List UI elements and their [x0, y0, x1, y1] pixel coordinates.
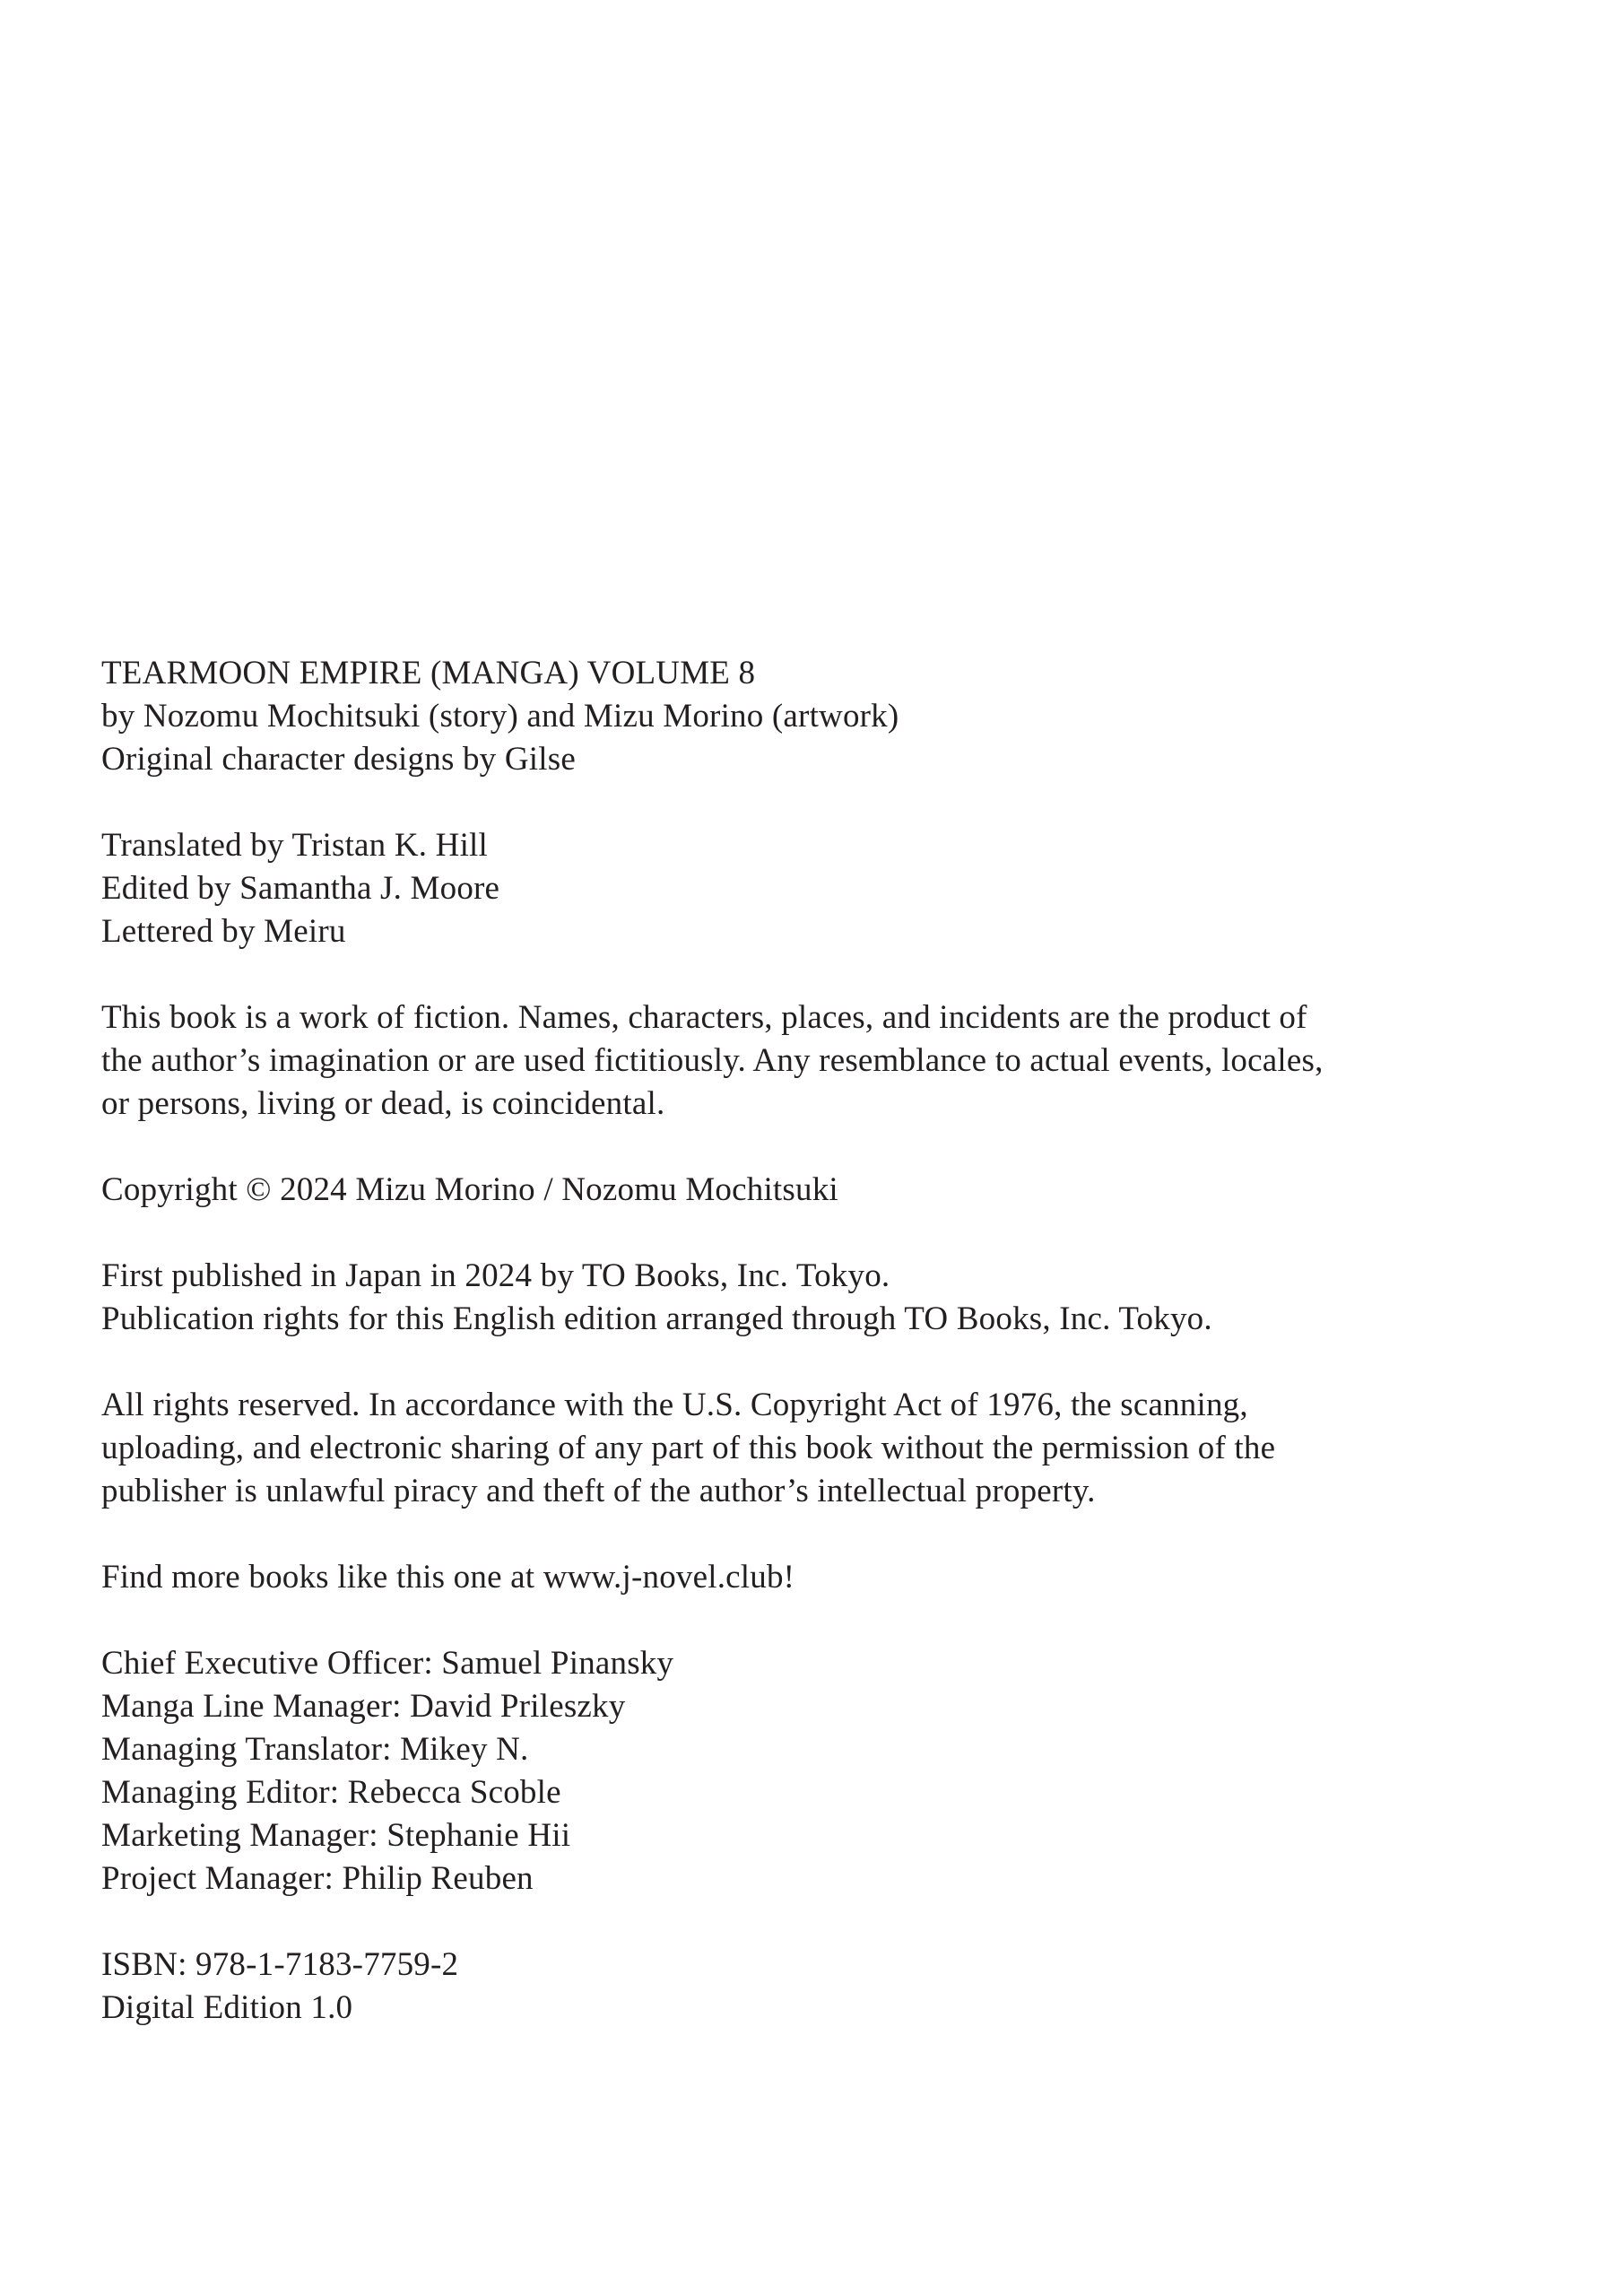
copyright-notice-block — [101, 1169, 1500, 1212]
disclaimer-line: or persons, living or dead, is coincidental. — [101, 1085, 665, 1122]
copyright-notice: Copyright © 2024 Mizu Morino / Nozomu Mochitsuki — [101, 1171, 838, 1208]
editor-credit: Edited by Samantha J. Moore — [101, 870, 500, 907]
staff-entry: Chief Executive Officer: Samuel Pinansky — [101, 1645, 674, 1682]
copyright-text-body — [101, 652, 1500, 2030]
website-promo: Find more books like this one at www.j-novel.club! — [101, 1559, 795, 1596]
credits-block — [101, 824, 1500, 953]
translator-credit: Translated by Tristan K. Hill — [101, 827, 489, 864]
fiction-disclaimer — [101, 996, 1500, 1126]
staff-entry: Managing Translator: Mikey N. — [101, 1731, 529, 1768]
rights-line: uploading, and electronic sharing of any part of this book without the permission of the — [101, 1430, 1276, 1466]
edition-block — [101, 1944, 1500, 2030]
staff-entry: Managing Editor: Rebecca Scoble — [101, 1774, 561, 1811]
staff-entry: Marketing Manager: Stephanie Hii — [101, 1817, 571, 1854]
title-block — [101, 652, 1500, 781]
rights-line: publisher is unlawful piracy and theft of the author’s intellectual property. — [101, 1473, 1096, 1509]
book-title: TEARMOON EMPIRE (MANGA) VOLUME 8 — [101, 655, 756, 691]
disclaimer-line: This book is a work of fiction. Names, characters, places, and incidents are the product of — [101, 999, 1307, 1036]
rights-line: All rights reserved. In accordance with the U.S. Copyright Act of 1976, the scanning, — [101, 1387, 1248, 1423]
isbn: ISBN: 978-1-7183-7759-2 — [101, 1946, 459, 1983]
edition-version: Digital Edition 1.0 — [101, 1989, 353, 2026]
author-byline: by Nozomu Mochitsuki (story) and Mizu Morino (artwork) — [101, 698, 899, 735]
letterer-credit: Lettered by Meiru — [101, 913, 346, 950]
website-block — [101, 1556, 1500, 1599]
first-published: First published in Japan in 2024 by TO Books, Inc. Tokyo. — [101, 1257, 890, 1294]
rights-reserved-block — [101, 1384, 1500, 1513]
staff-entry: Manga Line Manager: David Prileszky — [101, 1688, 626, 1725]
publication-block — [101, 1255, 1500, 1341]
publication-rights: Publication rights for this English edition arranged through TO Books, Inc. Tokyo. — [101, 1300, 1212, 1337]
character-design-credit: Original character designs by Gilse — [101, 741, 576, 778]
staff-entry: Project Manager: Philip Reuben — [101, 1860, 534, 1897]
staff-block — [101, 1642, 1500, 1900]
disclaimer-line: the author’s imagination or are used fictitiously. Any resemblance to actual events, locales, — [101, 1042, 1324, 1079]
